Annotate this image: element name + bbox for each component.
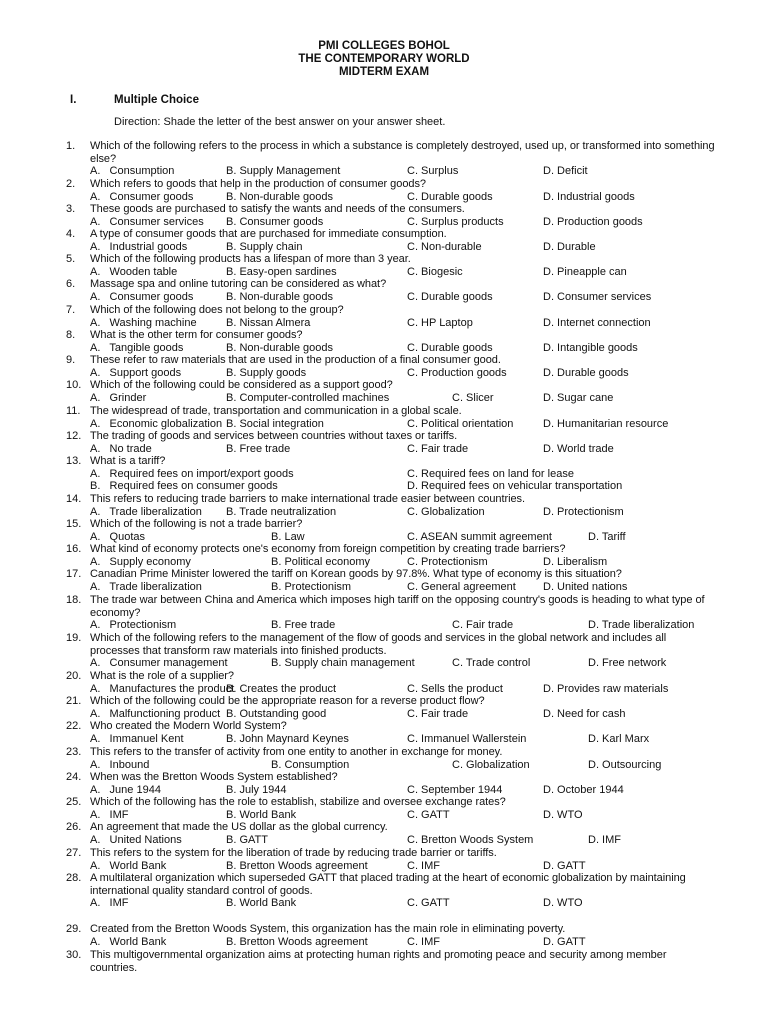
answer-option: B. Supply Management — [226, 165, 341, 178]
question-number: 7. — [66, 304, 76, 316]
answer-option: C. IMF — [407, 859, 440, 872]
question-text: What is a tariff? — [90, 455, 166, 467]
answer-option: C. Political orientation — [407, 417, 514, 430]
answer-option: D. Durable — [543, 240, 596, 253]
question-number: 30. — [66, 949, 82, 961]
answer-option: B. Consumer goods — [226, 215, 324, 228]
answer-option: A. Trade liberalization — [90, 505, 202, 518]
answer-option: A. Washing machine — [90, 316, 197, 329]
question-text: A type of consumer goods that are purchased for immediate consumption. — [90, 228, 447, 240]
question-number: 15. — [66, 518, 82, 530]
answer-option: A. Required fees on import/export goods — [90, 467, 294, 480]
question-number: 29. — [66, 923, 82, 935]
question-text: The trade war between China and America which imposes high tariff on the opposing country's goods is heading to what type of economy? — [90, 594, 705, 619]
answer-option: C. GATT — [407, 808, 450, 821]
course-title: THE CONTEMPORARY WORLD — [298, 53, 470, 65]
question-text: This multigovernmental organization aims at protecting human rights and promoting peace and security among member countries. — [90, 949, 667, 974]
question-text: Created from the Bretton Woods System, this organization has the main role in eliminating poverty. — [90, 923, 566, 935]
answer-option: A. Consumer services — [90, 215, 204, 228]
answer-option: C. Protectionism — [407, 555, 488, 568]
answer-option: D. October 1944 — [543, 783, 624, 796]
question-number: 26. — [66, 821, 82, 833]
answer-option: D. Need for cash — [543, 707, 626, 720]
answer-option: A. Trade liberalization — [90, 580, 202, 593]
answer-option: B. Supply chain management — [271, 657, 415, 670]
question-text: Which of the following refers to the management of the flow of goods and services in the global network and includes all processes that transform raw materials into finished products. — [90, 632, 667, 657]
answer-option: D. WTO — [543, 808, 583, 821]
answer-option: D. Sugar cane — [543, 391, 614, 404]
question-number: 10. — [66, 379, 82, 391]
answer-option: A. June 1944 — [90, 783, 161, 796]
answer-option: D. Production goods — [543, 215, 643, 228]
question-text: This refers to reducing trade barriers to make international trade easier between countries. — [90, 493, 526, 505]
question-text: These refer to raw materials that are used in the production of a final consumer good. — [90, 354, 501, 366]
question-text: The trading of goods and services between countries without taxes or tariffs. — [90, 430, 458, 442]
answer-option: D. Free network — [588, 657, 667, 670]
question-text: Which of the following does not belong to the group? — [90, 304, 344, 316]
question-text: Massage spa and online tutoring can be considered as what? — [90, 278, 387, 290]
question-number: 1. — [66, 140, 76, 152]
section-number: I. — [70, 94, 77, 106]
question-number: 14. — [66, 493, 82, 505]
answer-option: B. Computer-controlled machines — [226, 391, 390, 404]
question-text: What is the role of a supplier? — [90, 670, 234, 682]
answer-option: C. General agreement — [407, 580, 516, 593]
answer-option: D. World trade — [543, 442, 614, 455]
answer-option: A. Consumer goods — [90, 190, 194, 203]
question-number: 24. — [66, 771, 82, 783]
question-text: What kind of economy protects one's economy from foreign competition by creating trade barriers? — [90, 543, 566, 555]
question-number: 21. — [66, 695, 82, 707]
question-number: 16. — [66, 543, 82, 555]
answer-option: C. Non-durable — [407, 240, 482, 253]
answer-option: D. GATT — [543, 859, 586, 872]
question-number: 28. — [66, 872, 82, 884]
question-number: 13. — [66, 455, 82, 467]
answer-option: C. Globalization — [452, 758, 530, 771]
answer-option: A. World Bank — [90, 935, 167, 948]
answer-option: C. ASEAN summit agreement — [407, 530, 552, 543]
answer-option: A. Support goods — [90, 366, 182, 379]
question-number: 18. — [66, 594, 82, 606]
answer-option: B. Social integration — [226, 417, 324, 430]
answer-option: A. Grinder — [90, 391, 147, 404]
answer-option: C. IMF — [407, 935, 440, 948]
answer-option: D. IMF — [588, 833, 621, 846]
answer-option: C. Globalization — [407, 505, 485, 518]
answer-option: C. Surplus — [407, 165, 459, 178]
answer-option: C. Surplus products — [407, 215, 504, 228]
answer-option: A. Malfunctioning product — [90, 707, 221, 720]
answer-option: D. Tariff — [588, 530, 626, 543]
question-number: 17. — [66, 568, 82, 580]
answer-option: D. Intangible goods — [543, 341, 638, 354]
answer-option: B. Creates the product — [226, 682, 337, 695]
answer-option: B. GATT — [226, 833, 268, 846]
answer-option: D. Deficit — [543, 165, 588, 178]
answer-option: D. Pineapple can — [543, 265, 627, 278]
answer-option: B. Non-durable goods — [226, 290, 334, 303]
answer-option: B. Outstanding good — [226, 707, 327, 720]
answer-option: D. Karl Marx — [588, 732, 650, 745]
answer-option: B. July 1944 — [226, 783, 287, 796]
question-text: Which of the following refers to the process in which a substance is completely destroyed, used up, or transformed into something else? — [90, 140, 715, 165]
answer-option: B. Bretton Woods agreement — [226, 859, 368, 872]
question-text: This refers to the transfer of activity from one entity to another in exchange for money. — [90, 746, 503, 758]
answer-option: C. Durable goods — [407, 190, 493, 203]
answer-option: A. Consumer goods — [90, 290, 194, 303]
question-number: 12. — [66, 430, 82, 442]
answer-option: A. Consumer management — [90, 657, 228, 670]
answer-option: A. IMF — [90, 897, 129, 910]
answer-option: A. Protectionism — [90, 619, 177, 632]
answer-option: B. Protectionism — [271, 580, 352, 593]
answer-option: D. Internet connection — [543, 316, 651, 329]
answer-option: A. Consumption — [90, 165, 175, 178]
answer-option: B. Bretton Woods agreement — [226, 935, 368, 948]
answer-option: D. Liberalism — [543, 555, 608, 568]
answer-option: C. Slicer — [452, 391, 494, 404]
section-title: Multiple Choice — [114, 94, 199, 106]
question-text: Which refers to goods that help in the production of consumer goods? — [90, 178, 426, 190]
question-number: 22. — [66, 720, 82, 732]
question-number: 25. — [66, 796, 82, 808]
answer-option: C. Required fees on land for lease — [407, 467, 574, 480]
question-number: 11. — [66, 405, 81, 417]
answer-option: A. Supply economy — [90, 555, 191, 568]
answer-option: C. Fair trade — [407, 707, 469, 720]
answer-option: C. Production goods — [407, 366, 507, 379]
school-name: PMI COLLEGES BOHOL — [318, 40, 450, 52]
answer-option: D. GATT — [543, 935, 586, 948]
question-text: Which of the following could be the appropriate reason for a reverse product flow? — [90, 695, 485, 707]
question-number: 19. — [66, 632, 82, 644]
question-text: An agreement that made the US dollar as the global currency. — [90, 821, 388, 833]
question-text: Which of the following is not a trade barrier? — [90, 518, 303, 530]
question-text: What is the other term for consumer goods? — [90, 329, 303, 341]
answer-option: A. IMF — [90, 808, 129, 821]
answer-option: D. Consumer services — [543, 290, 652, 303]
answer-option: B. Trade neutralization — [226, 505, 337, 518]
answer-option: A. Economic globalization — [90, 417, 223, 430]
answer-option: A. Wooden table — [90, 265, 178, 278]
answer-option: C. Durable goods — [407, 341, 493, 354]
answer-option: C. Trade control — [452, 657, 531, 670]
answer-option: D. Durable goods — [543, 366, 629, 379]
answer-option: D. Trade liberalization — [588, 619, 695, 632]
answer-option: B. Easy-open sardines — [226, 265, 337, 278]
answer-option: A. Quotas — [90, 530, 146, 543]
question-number: 27. — [66, 847, 82, 859]
answer-option: D. Provides raw materials — [543, 682, 669, 695]
question-number: 3. — [66, 203, 76, 215]
answer-option: B. Supply goods — [226, 366, 307, 379]
question-text: This refers to the system for the liberation of trade by reducing trade barrier or tariffs. — [90, 847, 497, 859]
answer-option: C. Bretton Woods System — [407, 833, 534, 846]
question-text: Canadian Prime Minister lowered the tariff on Korean goods by 97.8%. What type of economy is this situation? — [90, 568, 622, 580]
answer-option: A. Manufactures the product — [90, 682, 235, 695]
exam-title: MIDTERM EXAM — [338, 66, 430, 78]
answer-option: B. World Bank — [226, 897, 297, 910]
question-text: Which of the following could be considered as a support good? — [90, 379, 393, 391]
answer-option: B. Consumption — [271, 758, 350, 771]
question-number: 23. — [66, 746, 82, 758]
question-number: 20. — [66, 670, 82, 682]
question-text: A multilateral organization which superseded GATT that placed trading at the heart of economic globalization by maintaining international quality standard control of goods. — [90, 872, 686, 897]
answer-option: B. Free trade — [226, 442, 291, 455]
question-text: Which of the following products has a lifespan of more than 3 year. — [90, 253, 411, 265]
answer-option: D. Industrial goods — [543, 190, 635, 203]
answer-option: A. Tangible goods — [90, 341, 184, 354]
answer-option: D. Humanitarian resource — [543, 417, 669, 430]
question-text: Who created the Modern World System? — [90, 720, 287, 732]
answer-option: B. World Bank — [226, 808, 297, 821]
question-number: 2. — [66, 178, 76, 190]
answer-option: C. Durable goods — [407, 290, 493, 303]
answer-option: A. Immanuel Kent — [90, 732, 184, 745]
answer-option: B. Political economy — [271, 555, 371, 568]
answer-option: C. Sells the product — [407, 682, 503, 695]
answer-option: C. HP Laptop — [407, 316, 473, 329]
answer-option: B. Supply chain — [226, 240, 303, 253]
answer-option: C. Immanuel Wallerstein — [407, 732, 527, 745]
question-text: The widespread of trade, transportation and communication in a global scale. — [90, 405, 462, 417]
answer-option: C. Biogesic — [407, 265, 463, 278]
answer-option: D. WTO — [543, 897, 583, 910]
answer-option: B. Free trade — [271, 619, 336, 632]
question-number: 5. — [66, 253, 76, 265]
answer-option: A. World Bank — [90, 859, 167, 872]
direction-text: Direction: Shade the letter of the best answer on your answer sheet. — [114, 116, 446, 128]
answer-option: A. United Nations — [90, 833, 182, 846]
answer-option: B. Law — [271, 530, 305, 543]
question-number: 6. — [66, 278, 76, 290]
question-number: 9. — [66, 354, 76, 366]
answer-option: C. Fair trade — [407, 442, 469, 455]
question-number: 8. — [66, 329, 76, 341]
answer-option: B. Nissan Almera — [226, 316, 311, 329]
answer-option: A. Inbound — [90, 758, 150, 771]
answer-option: B. Non-durable goods — [226, 341, 334, 354]
answer-option: A. Industrial goods — [90, 240, 188, 253]
question-text: Which of the following has the role to establish, stabilize and oversee exchange rates? — [90, 796, 506, 808]
answer-option: D. Outsourcing — [588, 758, 662, 771]
answer-option: C. GATT — [407, 897, 450, 910]
answer-option: B. Non-durable goods — [226, 190, 334, 203]
answer-option: C. Fair trade — [452, 619, 514, 632]
answer-option: B. John Maynard Keynes — [226, 732, 349, 745]
answer-option: D. Protectionism — [543, 505, 624, 518]
question-text: These goods are purchased to satisfy the wants and needs of the consumers. — [90, 203, 465, 215]
answer-option: D. Required fees on vehicular transportation — [407, 480, 623, 493]
answer-option: B. Required fees on consumer goods — [90, 480, 278, 493]
answer-option: C. September 1944 — [407, 783, 503, 796]
answer-option: A. No trade — [90, 442, 152, 455]
answer-option: D. United nations — [543, 580, 628, 593]
question-text: When was the Bretton Woods System established? — [90, 771, 338, 783]
question-number: 4. — [66, 228, 76, 240]
